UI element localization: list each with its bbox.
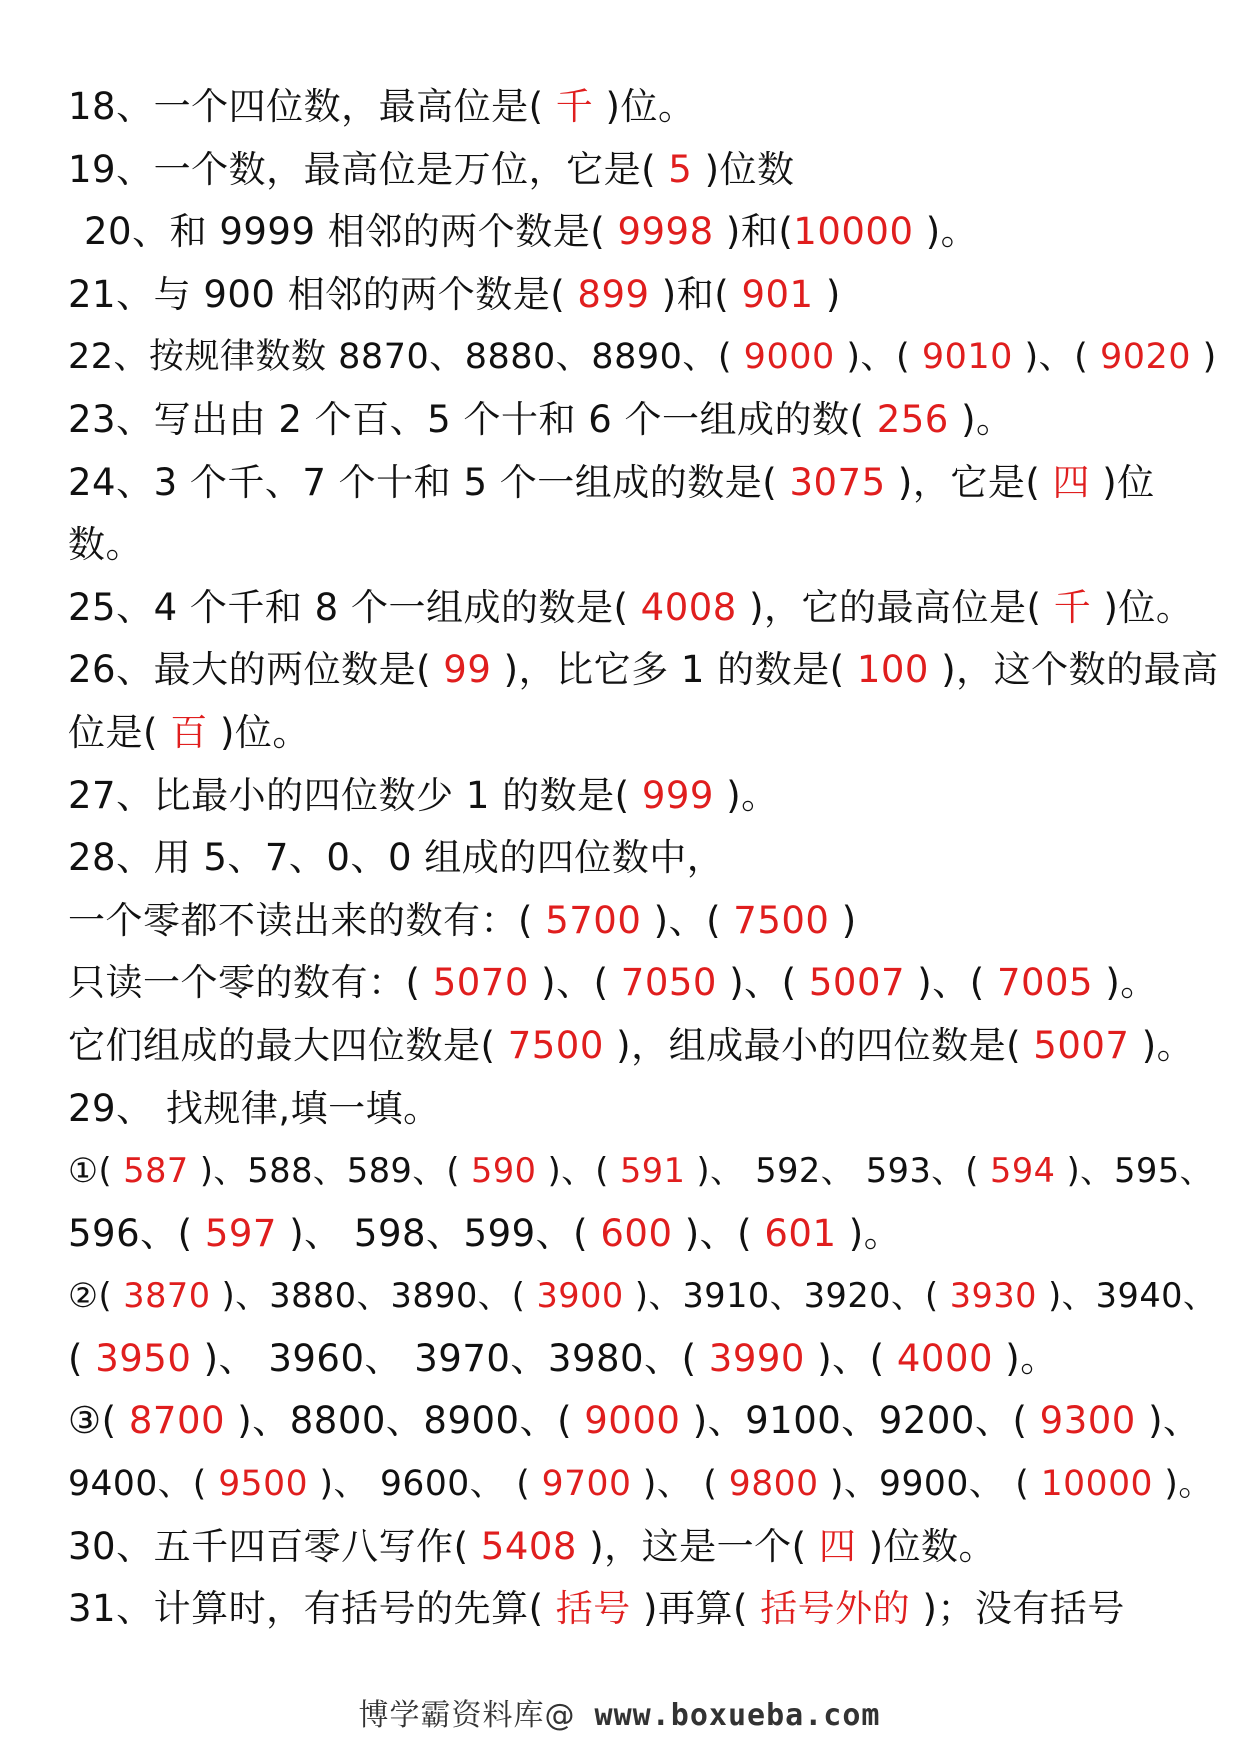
- question-text: )。: [836, 1211, 902, 1255]
- question-text: 29、 找规律,填一填。: [68, 1086, 441, 1130]
- question-text: )，它的最高位是(: [736, 585, 1054, 629]
- answer-text: 600: [600, 1211, 673, 1255]
- answer-text: 3900: [536, 1276, 624, 1316]
- answer-text: 901: [741, 272, 814, 316]
- question-line: [68, 577, 1198, 640]
- question-text: )。: [1093, 961, 1158, 1005]
- answer-text: 9010: [921, 337, 1013, 378]
- answer-text: 3930: [949, 1276, 1037, 1316]
- question-text: 9400、(: [68, 1464, 219, 1505]
- answer-text: 3870: [123, 1276, 211, 1316]
- question-text: )位。: [1091, 585, 1194, 629]
- question-text: 数。: [68, 523, 143, 567]
- answer-text: 10000: [793, 210, 914, 254]
- question-text: 22、按规律数数 8870、8880、8890、(: [68, 337, 744, 378]
- question-line: [68, 1390, 1201, 1453]
- answer-text: 587: [123, 1151, 189, 1191]
- question-text: )、 9600、 (: [308, 1464, 542, 1505]
- answer-text: 7500: [507, 1023, 604, 1067]
- question-text: )、(: [641, 898, 734, 942]
- answer-text: 5700: [545, 898, 642, 942]
- question-text: )位。: [593, 85, 696, 128]
- question-text: 19、一个数，最高位是万位，它是(: [68, 147, 669, 191]
- question-text: 位是(: [68, 710, 171, 754]
- answer-text: 9500: [218, 1464, 309, 1505]
- question-line: [68, 827, 1198, 890]
- question-text: )位: [1090, 460, 1155, 504]
- question-line: [68, 76, 1198, 139]
- question-text: )、 592、 593、(: [685, 1151, 991, 1191]
- answer-text: 9700: [541, 1464, 632, 1505]
- answer-text: 591: [619, 1151, 686, 1191]
- question-text: )、3940、: [1036, 1276, 1217, 1316]
- question-text: )、 598、599、(: [276, 1211, 601, 1255]
- question-text: )，组成最小的四位数是(: [603, 1023, 1034, 1067]
- question-text: )、595、: [1055, 1151, 1214, 1191]
- question-text: 30、五千四百零八写作(: [68, 1524, 481, 1568]
- question-line: [68, 1265, 1217, 1328]
- question-text: )、(: [804, 1336, 897, 1380]
- question-text: ): [813, 272, 841, 316]
- question-text: )。: [993, 1336, 1058, 1380]
- question-line: [68, 639, 1219, 702]
- question-text: )、9100、9200、(: [680, 1399, 1040, 1443]
- answer-text: 5: [668, 147, 693, 191]
- question-text: )和(: [649, 272, 742, 316]
- question-text: )。: [1152, 1464, 1214, 1505]
- answer-text: 590: [471, 1151, 537, 1191]
- question-text: )，比它多 1 的数是(: [491, 648, 857, 692]
- question-text: )。: [713, 773, 779, 817]
- answer-text: 千: [1053, 585, 1092, 629]
- question-text: ②(: [68, 1276, 124, 1316]
- answer-text: 100: [856, 648, 929, 692]
- answer-text: 4008: [640, 585, 737, 629]
- answer-text: 千: [555, 85, 594, 128]
- question-text: 23、写出由 2 个百、5 个十和 6 个一组成的数(: [68, 397, 877, 441]
- question-text: )、3910、3920、(: [623, 1276, 950, 1316]
- watermark-brand: 博学霸资料库@: [358, 1698, 576, 1733]
- answer-text: 999: [641, 773, 714, 817]
- answer-text: 9300: [1039, 1399, 1136, 1443]
- question-text: 一个零都不读出来的数有：(: [68, 898, 546, 942]
- answer-text: 7005: [996, 961, 1094, 1005]
- question-text: )，这个数的最高: [928, 648, 1219, 692]
- question-text: 28、用 5、7、0、0 组成的四位数中，: [68, 836, 725, 880]
- question-line: [68, 1203, 1198, 1266]
- answer-text: 9800: [728, 1464, 819, 1505]
- answer-text: 括号: [555, 1587, 631, 1631]
- answer-text: 3990: [708, 1336, 805, 1380]
- question-text: ③(: [68, 1399, 129, 1443]
- question-text: )、9900、 (: [818, 1464, 1041, 1505]
- answer-text: 597: [204, 1211, 277, 1255]
- answer-text: 4000: [896, 1336, 994, 1380]
- answer-text: 7050: [620, 961, 717, 1005]
- answer-text: 括号外的: [760, 1587, 911, 1631]
- question-text: )。: [913, 210, 979, 254]
- answer-text: 601: [764, 1211, 837, 1255]
- question-text: 24、3 个千、7 个十和 5 个一组成的数是(: [68, 460, 790, 504]
- question-text: )、3880、3890、(: [210, 1276, 537, 1316]
- question-text: )、 3960、 3970、3980、(: [191, 1336, 709, 1380]
- question-line: [68, 264, 1198, 327]
- question-line: [68, 326, 1217, 389]
- question-line: [68, 514, 1198, 577]
- question-text: )、(: [834, 337, 922, 378]
- question-text: )位。: [207, 710, 310, 754]
- question-line: [68, 1328, 1198, 1391]
- question-line: [68, 1516, 1198, 1579]
- question-text: )位数。: [856, 1524, 997, 1568]
- question-text: )、8800、8900、(: [225, 1399, 585, 1443]
- answer-text: 9000: [584, 1399, 681, 1443]
- answer-text: 594: [990, 1151, 1056, 1191]
- watermark-url: www.boxueba.com: [575, 1698, 881, 1733]
- answer-text: 3075: [789, 460, 886, 504]
- answer-text: 四: [818, 1524, 857, 1568]
- question-text: )、(: [528, 961, 621, 1005]
- answer-text: 8700: [128, 1399, 226, 1443]
- question-text: ): [829, 898, 857, 942]
- question-text: 它们组成的最大四位数是(: [68, 1023, 508, 1067]
- question-text: 18、一个四位数，最高位是(: [68, 85, 556, 128]
- question-line: [68, 1578, 1198, 1641]
- question-text: 26、最大的两位数是(: [68, 648, 444, 692]
- question-text: 596、(: [68, 1211, 205, 1255]
- answer-text: 5070: [432, 961, 529, 1005]
- question-text: )、(: [536, 1151, 620, 1191]
- question-text: )位数: [692, 147, 795, 191]
- question-line: [68, 952, 1198, 1015]
- question-line: [68, 890, 1198, 953]
- question-text: )、: [1135, 1399, 1201, 1443]
- question-text: )、(: [1012, 337, 1100, 378]
- question-line: [68, 139, 1198, 202]
- answer-text: 99: [443, 648, 492, 692]
- worksheet-body: [68, 76, 1219, 1641]
- question-text: )、(: [716, 961, 809, 1005]
- question-text: ): [1191, 337, 1217, 378]
- question-text: 25、4 个千和 8 个一组成的数是(: [68, 585, 641, 629]
- answer-text: 899: [577, 272, 650, 316]
- question-text: )，这是一个(: [576, 1524, 819, 1568]
- question-text: 31、计算时，有括号的先算(: [68, 1587, 556, 1631]
- answer-text: 百: [170, 710, 208, 754]
- answer-text: 10000: [1040, 1464, 1153, 1505]
- question-text: 27、比最小的四位数少 1 的数是(: [68, 773, 642, 817]
- question-text: 只读一个零的数有：(: [68, 961, 433, 1005]
- question-text: )、588、589、(: [188, 1151, 472, 1191]
- question-line: [68, 1015, 1198, 1078]
- answer-text: 5007: [1033, 1023, 1130, 1067]
- question-line: [68, 702, 1198, 765]
- answer-text: 5007: [808, 961, 906, 1005]
- question-text: )和(: [713, 210, 794, 254]
- question-text: )；没有括号: [910, 1587, 1125, 1631]
- answer-text: 9998: [617, 210, 714, 254]
- question-text: 20、和 9999 相邻的两个数是(: [84, 210, 618, 254]
- question-text: ①(: [68, 1151, 124, 1191]
- question-line: [68, 389, 1198, 452]
- question-text: )，它是(: [885, 460, 1053, 504]
- question-text: )、 (: [631, 1464, 729, 1505]
- question-text: 21、与 900 相邻的两个数是(: [68, 272, 578, 316]
- answer-text: 9000: [743, 337, 835, 378]
- question-line: [68, 1140, 1214, 1203]
- question-line: [68, 1453, 1214, 1516]
- question-line: [68, 1078, 1198, 1141]
- question-text: (: [68, 1336, 96, 1380]
- answer-text: 3950: [95, 1336, 192, 1380]
- answer-text: 5408: [480, 1524, 577, 1568]
- question-text: )、(: [905, 961, 997, 1005]
- question-text: )。: [948, 397, 1014, 441]
- question-line: [68, 201, 1198, 264]
- watermark: [0, 1690, 1239, 1734]
- answer-text: 256: [876, 397, 949, 441]
- question-text: )再算(: [630, 1587, 761, 1631]
- question-line: [68, 765, 1198, 828]
- question-line: [68, 452, 1198, 515]
- question-text: )、(: [672, 1211, 765, 1255]
- answer-text: 9020: [1099, 337, 1192, 378]
- answer-text: 7500: [733, 898, 830, 942]
- answer-text: 四: [1052, 460, 1091, 504]
- question-text: )。: [1129, 1023, 1195, 1067]
